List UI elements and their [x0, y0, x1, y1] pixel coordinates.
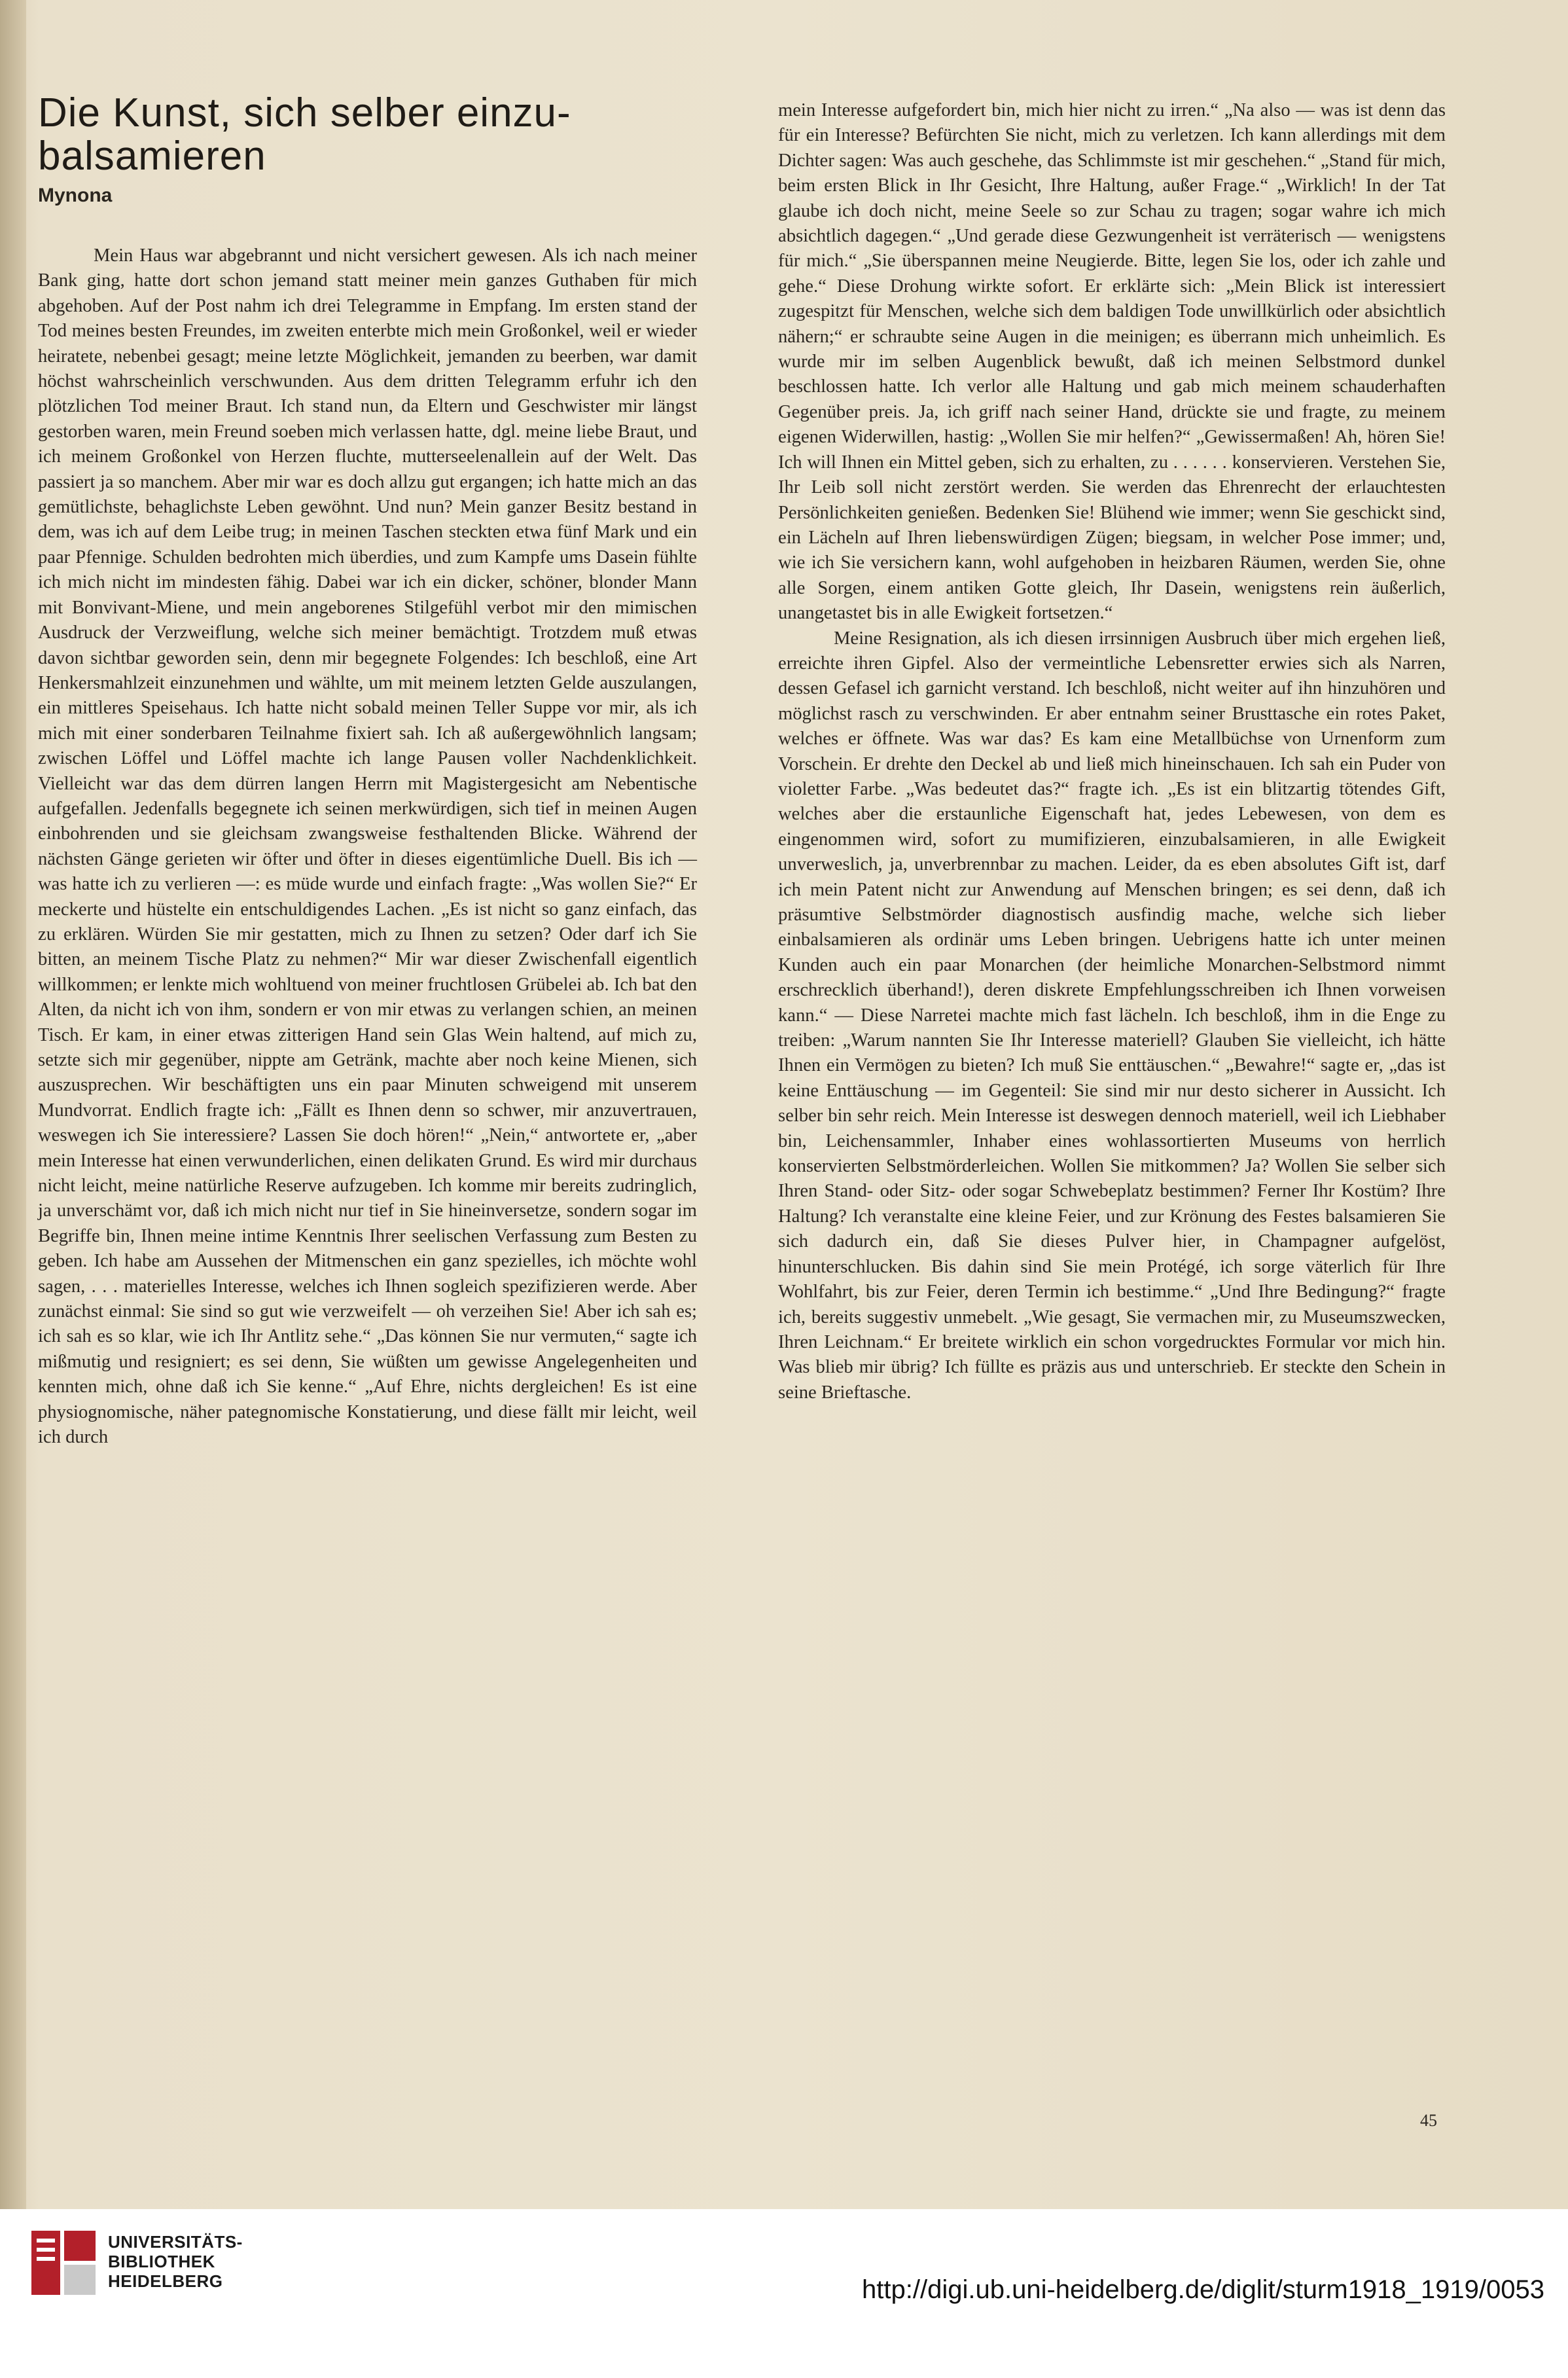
paragraph: mein Interesse aufgefordert bin, mich hier nicht zu irren.“ „Na also — was ist denn das für ein Interesse? Befürchten Sie nicht, mich zu verletzen. Ich kann allerdings mit dem Dichter sagen: Was auch geschehe, das Schlimmste ist mir geschehen.“ „Stand für mich, beim ersten Blick in Ihr Gesicht, Ihre Haltung, außer Frage.“ „Wirklich! In der Tat glaube ich doch nicht, meine Seele so zur Schau zu tragen; sogar wahre ich mich absichtlich dagegen.“ „Und gerade diese Gezwungenheit ist verräterisch — wenigstens für mich.“ „Sie überspannen meine Neugierde. Bitte, legen Sie los, oder ich zahle und gehe.“ Diese Drohung wirkte sofort. Er erklärte sich: „Mein Blick ist interessiert zugespitzt für Menschen, welche sich dem baldigen Tode unwillkürlich oder absichtlich nähern;“ er schraubte seine Augen in die meinigen; es überrann mich unheimlich. Es wurde mir im selben Augenblick bewußt, daß ich meinen Selbstmord dunkel beschlossen hatte. Ich verlor alle Haltung und gab mich meinem schauderhaften Gegenüber preis. Ja, ich griff nach seiner Hand, drückte sie und fragte, zu meinem eigenen Widerwillen, hastig: „Wollen Sie mir helfen?“ „Gewissermaßen! Ah, hören Sie! Ich will Ihnen ein Mittel geben, sich zu erhalten, zu . . . . . . konservieren. Verstehen Sie, Ihr Leib soll nicht zerstört werden. Sie werden das Ehrenrecht der erlauchtesten Persönlichkeiten genießen. Bedenken Sie! Blühend wie immer; wenn Sie geschickt sind, ein Lächeln auf Ihren liebenswürdigen Zügen; biegsam, in welcher Pose immer; und, wie ich Sie versichern kann, wohl aufgehoben in heizbaren Räumen, werden Sie, ohne alle Sorgen, einem antiken Gotte gleich, Ihr Dasein, wenigstens rein äußerlich, unangetastet bis in alle Ewigkeit fortsetzen.“	[778, 100, 1446, 624]
article-author: Mynona	[38, 185, 113, 206]
library-name-line: UNIVERSITÄTS-	[108, 2232, 243, 2252]
source-url-link[interactable]: http://digi.ub.uni-heidelberg.de/diglit/sturm1918_1919/0053	[862, 2275, 1544, 2304]
library-name-line: HEIDELBERG	[108, 2271, 223, 2291]
library-name	[108, 2232, 243, 2291]
article-title	[38, 92, 699, 178]
title-line-2: balsamieren	[38, 134, 266, 179]
book-spine-shadow	[0, 0, 26, 2378]
page-number: 45	[1420, 2111, 1437, 2130]
text-column-right	[778, 98, 1446, 1405]
text-column-left	[38, 243, 697, 1450]
library-name-line: BIBLIOTHEK	[108, 2252, 215, 2271]
paragraph: Mein Haus war abgebrannt und nicht versichert gewesen. Als ich nach meiner Bank ging, hatte dort schon jemand statt meiner mein ganzes Guthaben für mich abgehoben. Auf der Post nahm ich drei Telegramme in Empfang. Im ersten stand der Tod meines besten Freundes, im zweiten enterbte mich mein Großonkel, weil er wieder heiratete, nebenbei gesagt; meine letzte Möglichkeit, jemanden zu beerben, war damit höchst wahrscheinlich verschwunden. Aus dem dritten Telegramm erfuhr ich den plötzlichen Tod meiner Braut. Ich stand nun, da Eltern und Geschwister mir längst gestorben waren, mein Freund soeben mich verlassen hatte, dgl. meine liebe Braut, und ich meinem Großonkel von Herzen fluchte, mutterseelenallein auf der Welt. Das passiert ja so manchem. Aber mir war es doch allzu gut ergangen; ich hatte mich an das gemütlichste, behaglichste Leben gewöhnt. Und nun? Mein ganzer Besitz bestand in dem, was ich auf dem Leibe trug; in meinen Taschen steckten etwa fünf Mark und ein paar Pfennige. Schulden bedrohten mich überdies, und zum Kampfe ums Dasein fühlte ich mich nicht im mindesten fähig. Dabei war ich ein dicker, schöner, blonder Mann mit Bonvivant-Miene, und mein angeborenes Stilgefühl verbot mir den mimischen Ausdruck der Verzweiflung, welche sich meiner bemächtigt. Trotzdem muß etwas davon sichtbar geworden sein, denn mir begegnete Folgendes: Ich beschloß, eine Art Henkersmahlzeit einzunehmen und wählte, um mit meinem letzten Gelde auszulangen, ein mittleres Speisehaus. Ich hatte nicht sobald meinen Teller Suppe vor mir, als ich mich mit einer sonderbaren Teilnahme fixiert sah. Ich aß außergewöhnlich langsam; zwischen Löffel und Löffel machte ich lange Pausen voller Nachdenklichkeit. Vielleicht war das dem dürren langen Herrn mit Magistergesicht am Nebentische aufgefallen. Jedenfalls begegnete ich seinen merkwürdigen, sich tief in meinen Augen einbohrenden und sie gleichsam zwangsweise festhaltenden Blicke. Während der nächsten Gänge gerieten wir öfter und öfter in dieses eigentümliche Duell. Bis ich — was hatte ich zu verlieren —: es müde wurde und einfach fragte: „Was wollen Sie?“ Er meckerte und hüstelte ein entschuldigendes Lachen. „Es ist nicht so ganz einfach, das zu erklären. Würden Sie mir gestatten, mich zu Ihnen zu setzen? Oder darf ich Sie bitten, an meinem Tische Platz zu nehmen?“ Mir war dieser Zwischenfall eigentlich willkommen; er lenkte mich wohltuend von meiner fruchtlosen Grübelei ab. Ich bat den Alten, da nicht ich von ihm, sondern er von mir etwas zu verlangen schien, an meinen Tisch. Er kam, in einer etwas zitterigen Hand sein Glas Wein haltend, auf mich zu, setzte sich mir gegenüber, nippte am Getränk, machte aber noch keine Mienen, sich auszusprechen. Wir beschäftigten uns ein paar Minuten schweigend mit unserem Mundvorrat. Endlich fragte ich: „Fällt es Ihnen denn so schwer, mir anzuvertrauen, weswegen ich Sie interessiere? Lassen Sie doch hören!“ „Nein,“ antwortete er, „aber mein Interesse hat einen verwunderlichen, einen delikaten Grund. Es wird mir durchaus nicht leicht, meine natürliche Reserve aufzugeben. Ich komme mir bereits zudringlich, ja unverschämt vor, daß ich mich nicht nur tief in Sie hineinversetze, sondern sogar im Begriffe bin, Ihnen meine intime Kenntnis Ihrer seelischen Verfassung zum Besten zu geben. Ich habe am Aussehen der Mitmenschen ein ganz spezielles, ich möchte wohl sagen, . . . materielles Interesse, welches ich Ihnen sogleich spezifizieren werde. Aber zunächst einmal: Sie sind so gut wie verzweifelt — oh verzeihen Sie! Aber ich sah es; ich sah es so klar, wie ich Ihr Antlitz sehe.“ „Das können Sie nur vermuten,“ sagte ich mißmutig und resigniert; es sei denn, Sie wüßten um gewisse Angelegenheiten und kennten mich, ohne daß ich Sie kenne.“ „Auf Ehre, nichts dergleichen! Es ist eine physiognomische, näher pategnomische Konstatierung, und diese fällt mir leicht, weil ich durch	[38, 245, 697, 1448]
paragraph: Meine Resignation, als ich diesen irrsinnigen Ausbruch über mich ergehen ließ, erreichte ihren Gipfel. Also der vermeintliche Lebensretter erwies sich als Narren, dessen Gefasel ich garnicht verstand. Ich beschloß, nicht weiter auf ihn hinzuhören und möglichst rasch zu verschwinden. Er aber entnahm seiner Brusttasche ein rotes Paket, welches er öffnete. Was war das? Es kam eine Metallbüchse von Urnenform zum Vorschein. Er drehte den Deckel ab und ließ mich hineinschauen. Ich sah ein Puder von violetter Farbe. „Was bedeutet das?“ fragte ich. „Es ist ein blitzartig tötendes Gift, welches aber die erstaunliche Eigenschaft hat, jedes Lebewesen, von dem es eingenommen wird, sofort zu mumifizieren, einzubalsamieren, in alle Ewigkeit unverweslich, ja, unverbrennbar zu machen. Leider, da es eben absolutes Gift ist, darf ich mein Patent nicht zur Anwendung auf Menschen bringen; es sei denn, daß ich präsumtive Selbstmörder diagnostisch ausfindig mache, welche sich lieber einbalsamieren als ordinär ums Leben bringen. Uebrigens hatte ich unter meinen Kunden auch ein paar Monarchen (der heimliche Monarchen-Selbstmord nimmt erschrecklich überhand!), deren diskrete Empfehlungsschreiben ich Ihnen vorweisen kann.“ — Diese Narretei machte mich fast lächeln. Ich beschloß, ihm in die Enge zu treiben: „Warum nannten Sie Ihr Interesse materiell? Glauben Sie vielleicht, ich hätte Ihnen ein Vermögen zu bieten? Ich muß Sie enttäuschen.“ „Bewahre!“ sagte er, „das ist keine Enttäuschung — im Gegenteil: Sie sind mir nur desto sicherer in Aussicht. Ich selber bin sehr reich. Mein Interesse ist deswegen dennoch materiell, weil ich Liebhaber bin, Leichensammler, Inhaber eines wohlassortierten Museums von herrlich konservierten Selbstmörderleichen. Wollen Sie mitkommen? Ja? Wollen Sie selber sich Ihren Stand- oder Sitz- oder sogar Schwebeplatz bestimmen? Ferner Ihr Kostüm? Ihre Haltung? Ich veranstalte eine kleine Feier, und zur Krönung des Festes balsamieren Sie sich dadurch ein, daß Sie dieses Pulver hier, in Champagner aufgelöst, hinunterschlucken. Bis dahin sind Sie mein Protégé, ich sorge väterlich für Ihre Wohlfahrt, bis zur Feier, deren Termin ich bestimme.“ „Und Ihre Bedingung?“ fragte ich, bereits suggestiv unmebelt. „Wie gesagt, Sie vermachen mir, zu Museumszwecken, Ihren Leichnam.“ Er breitete wirklich ein schon vorgedrucktes Formular vor mich hin. Was blieb mir übrig? Ich füllte es präzis aus und unterschrieb. Er steckte den Schein in seine Brieftasche.	[778, 628, 1446, 1403]
university-library-logo-icon	[27, 2227, 99, 2299]
title-line-1: Die Kunst, sich selber einzu-	[38, 90, 571, 135]
